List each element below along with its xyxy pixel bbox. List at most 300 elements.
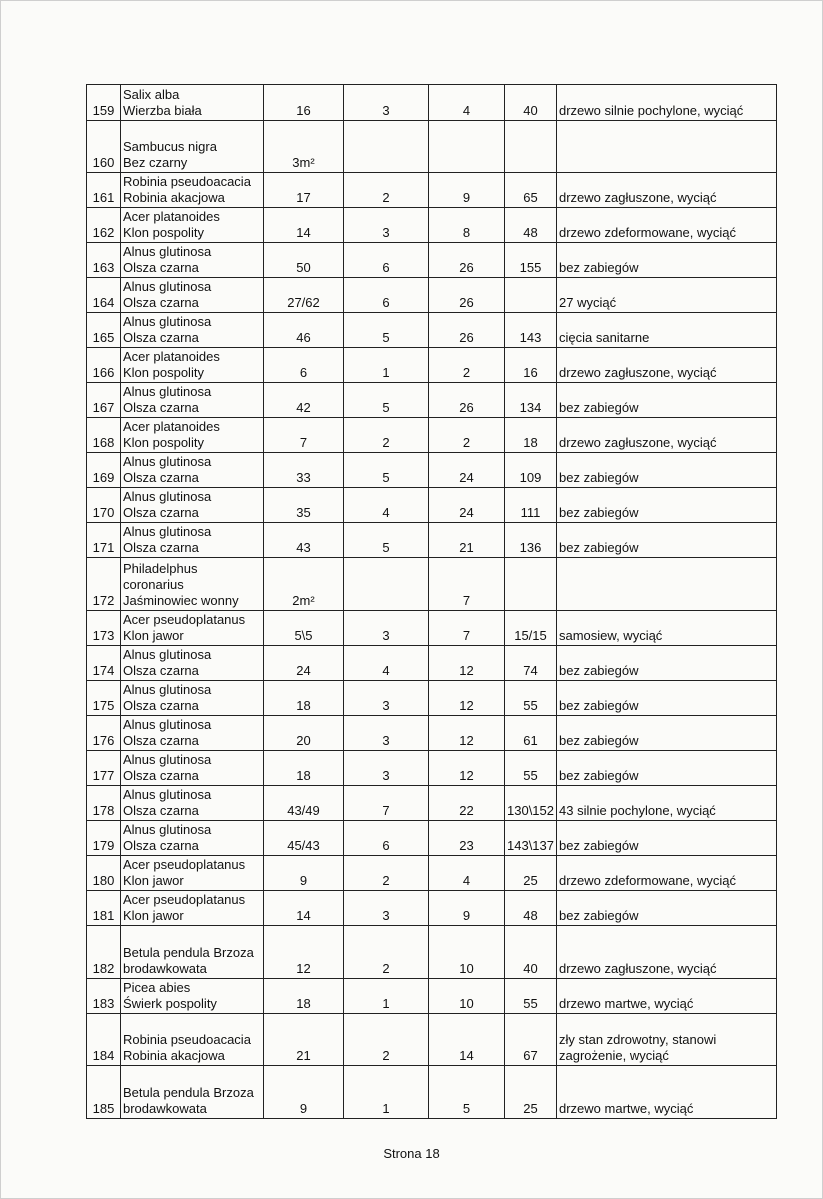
trunk-value: 12 xyxy=(264,926,344,979)
circumference-value: 48 xyxy=(505,208,557,243)
remarks-line: drzewo zagłuszone, wyciąć xyxy=(559,190,717,205)
height-value: 3 xyxy=(344,891,429,926)
remarks-line: 27 wyciąć xyxy=(559,295,617,310)
species-name xyxy=(121,208,264,243)
height-value: 3 xyxy=(344,611,429,646)
crown-value: 26 xyxy=(429,313,505,348)
species-name xyxy=(121,926,264,979)
table-row xyxy=(87,1014,777,1066)
species-name-line: Olsza czarna xyxy=(123,663,199,678)
crown-value: 14 xyxy=(429,1014,505,1066)
circumference-value: 130\152 xyxy=(505,786,557,821)
species-name-line: Klon pospolity xyxy=(123,435,204,450)
species-name-line: Klon pospolity xyxy=(123,225,204,240)
circumference-value: 111 xyxy=(505,488,557,523)
circumference-value: 143\137 xyxy=(505,821,557,856)
table-row xyxy=(87,418,777,453)
table-row xyxy=(87,348,777,383)
species-name-line: Klon jawor xyxy=(123,873,184,888)
remarks xyxy=(557,979,777,1014)
species-name xyxy=(121,646,264,681)
crown-value: 12 xyxy=(429,646,505,681)
species-name xyxy=(121,383,264,418)
circumference-value: 65 xyxy=(505,173,557,208)
species-name-line: Robinia pseudoacacia xyxy=(123,1032,251,1047)
height-value: 3 xyxy=(344,716,429,751)
species-name-line: Picea abies xyxy=(123,980,191,995)
species-name xyxy=(121,173,264,208)
row-number: 174 xyxy=(87,646,121,681)
row-number: 183 xyxy=(87,979,121,1014)
row-number: 165 xyxy=(87,313,121,348)
remarks xyxy=(557,173,777,208)
crown-value: 9 xyxy=(429,891,505,926)
height-value xyxy=(344,121,429,173)
trunk-value: 14 xyxy=(264,208,344,243)
circumference-value: 15/15 xyxy=(505,611,557,646)
crown-value: 12 xyxy=(429,751,505,786)
species-name-line: brodawkowata xyxy=(123,961,207,976)
row-number: 168 xyxy=(87,418,121,453)
remarks xyxy=(557,926,777,979)
species-name xyxy=(121,611,264,646)
remarks xyxy=(557,891,777,926)
crown-value: 7 xyxy=(429,558,505,611)
species-name-line: Klon pospolity xyxy=(123,365,204,380)
crown-value: 26 xyxy=(429,243,505,278)
crown-value: 2 xyxy=(429,348,505,383)
height-value: 3 xyxy=(344,85,429,121)
circumference-value: 155 xyxy=(505,243,557,278)
remarks-line: bez zabiegów xyxy=(559,260,639,275)
trunk-value: 7 xyxy=(264,418,344,453)
species-name-line: brodawkowata xyxy=(123,1101,207,1116)
remarks xyxy=(557,611,777,646)
crown-value: 26 xyxy=(429,278,505,313)
species-name xyxy=(121,979,264,1014)
row-number: 164 xyxy=(87,278,121,313)
species-name-line: Alnus glutinosa xyxy=(123,822,212,837)
remarks-line: 43 silnie pochylone, wyciąć xyxy=(559,803,716,818)
species-name-line: coronarius xyxy=(123,577,184,592)
remarks xyxy=(557,646,777,681)
table-row xyxy=(87,856,777,891)
circumference-value: 74 xyxy=(505,646,557,681)
species-name-line: Olsza czarna xyxy=(123,260,199,275)
crown-value xyxy=(429,121,505,173)
remarks-line: bez zabiegów xyxy=(559,470,639,485)
crown-value: 22 xyxy=(429,786,505,821)
species-name-line: Betula pendula Brzoza xyxy=(123,945,254,960)
row-number: 163 xyxy=(87,243,121,278)
circumference-value xyxy=(505,121,557,173)
circumference-value xyxy=(505,558,557,611)
remarks xyxy=(557,681,777,716)
species-name xyxy=(121,523,264,558)
height-value: 4 xyxy=(344,646,429,681)
species-name-line: Robinia akacjowa xyxy=(123,190,225,205)
circumference-value: 48 xyxy=(505,891,557,926)
species-name xyxy=(121,681,264,716)
table-row xyxy=(87,383,777,418)
remarks-line: bez zabiegów xyxy=(559,838,639,853)
species-name xyxy=(121,313,264,348)
circumference-value: 109 xyxy=(505,453,557,488)
circumference-value: 61 xyxy=(505,716,557,751)
table-row xyxy=(87,786,777,821)
remarks-line: drzewo martwe, wyciąć xyxy=(559,996,694,1011)
table-row xyxy=(87,85,777,121)
circumference-value: 25 xyxy=(505,856,557,891)
remarks xyxy=(557,208,777,243)
circumference-value: 18 xyxy=(505,418,557,453)
species-name-line: Świerk pospolity xyxy=(123,996,217,1011)
row-number: 176 xyxy=(87,716,121,751)
table-row xyxy=(87,121,777,173)
circumference-value: 67 xyxy=(505,1014,557,1066)
species-name-line: Olsza czarna xyxy=(123,330,199,345)
row-number: 171 xyxy=(87,523,121,558)
species-name xyxy=(121,278,264,313)
species-name-line: Sambucus nigra xyxy=(123,139,217,154)
species-name-line: Olsza czarna xyxy=(123,295,199,310)
row-number: 180 xyxy=(87,856,121,891)
table-row xyxy=(87,751,777,786)
height-value: 2 xyxy=(344,1014,429,1066)
trunk-value: 42 xyxy=(264,383,344,418)
species-name-line: Robinia akacjowa xyxy=(123,1048,225,1063)
species-name-line: Acer platanoides xyxy=(123,349,220,364)
species-name-line: Olsza czarna xyxy=(123,505,199,520)
height-value xyxy=(344,558,429,611)
remarks-line: drzewo zagłuszone, wyciąć xyxy=(559,961,717,976)
table-row xyxy=(87,243,777,278)
remarks-line: bez zabiegów xyxy=(559,505,639,520)
row-number: 179 xyxy=(87,821,121,856)
circumference-value: 55 xyxy=(505,979,557,1014)
height-value: 3 xyxy=(344,208,429,243)
crown-value: 21 xyxy=(429,523,505,558)
trunk-value: 33 xyxy=(264,453,344,488)
remarks-line: drzewo zdeformowane, wyciąć xyxy=(559,873,737,888)
trunk-value: 18 xyxy=(264,979,344,1014)
species-name-line: Betula pendula Brzoza xyxy=(123,1085,254,1100)
height-value: 2 xyxy=(344,173,429,208)
tree-inventory-table xyxy=(86,84,777,1119)
height-value: 1 xyxy=(344,348,429,383)
row-number: 182 xyxy=(87,926,121,979)
species-name xyxy=(121,891,264,926)
species-name-line: Alnus glutinosa xyxy=(123,314,212,329)
remarks-line: drzewo martwe, wyciąć xyxy=(559,1101,694,1116)
table-row xyxy=(87,611,777,646)
trunk-value: 46 xyxy=(264,313,344,348)
circumference-value: 25 xyxy=(505,1066,557,1119)
species-name xyxy=(121,488,264,523)
remarks xyxy=(557,856,777,891)
remarks-line: bez zabiegów xyxy=(559,540,639,555)
remarks-line: zagrożenie, wyciąć xyxy=(559,1048,669,1063)
remarks xyxy=(557,348,777,383)
species-name xyxy=(121,1014,264,1066)
height-value: 2 xyxy=(344,856,429,891)
row-number: 181 xyxy=(87,891,121,926)
species-name-line: Robinia pseudoacacia xyxy=(123,174,251,189)
remarks xyxy=(557,121,777,173)
species-name-line: Alnus glutinosa xyxy=(123,717,212,732)
species-name-line: Acer platanoides xyxy=(123,419,220,434)
table-row xyxy=(87,646,777,681)
remarks xyxy=(557,1066,777,1119)
trunk-value: 43/49 xyxy=(264,786,344,821)
trunk-value: 50 xyxy=(264,243,344,278)
circumference-value: 16 xyxy=(505,348,557,383)
species-name xyxy=(121,751,264,786)
trunk-value: 5\5 xyxy=(264,611,344,646)
trunk-value: 14 xyxy=(264,891,344,926)
species-name-line: Alnus glutinosa xyxy=(123,524,212,539)
crown-value: 24 xyxy=(429,488,505,523)
circumference-value: 40 xyxy=(505,926,557,979)
trunk-value: 9 xyxy=(264,856,344,891)
species-name-line: Olsza czarna xyxy=(123,400,199,415)
trunk-value: 18 xyxy=(264,681,344,716)
trunk-value: 3m² xyxy=(264,121,344,173)
table-row xyxy=(87,891,777,926)
species-name-line: Olsza czarna xyxy=(123,540,199,555)
table-row xyxy=(87,173,777,208)
species-name xyxy=(121,856,264,891)
trunk-value: 35 xyxy=(264,488,344,523)
circumference-value: 143 xyxy=(505,313,557,348)
trunk-value: 21 xyxy=(264,1014,344,1066)
species-name-line: Philadelphus xyxy=(123,561,198,576)
remarks xyxy=(557,383,777,418)
row-number: 175 xyxy=(87,681,121,716)
crown-value: 4 xyxy=(429,856,505,891)
remarks xyxy=(557,523,777,558)
species-name-line: Bez czarny xyxy=(123,155,188,170)
table-row xyxy=(87,821,777,856)
remarks-line: drzewo zagłuszone, wyciąć xyxy=(559,365,717,380)
trunk-value: 20 xyxy=(264,716,344,751)
height-value: 6 xyxy=(344,821,429,856)
crown-value: 7 xyxy=(429,611,505,646)
circumference-value: 40 xyxy=(505,85,557,121)
species-name-line: Acer pseudoplatanus xyxy=(123,857,246,872)
species-name-line: Alnus glutinosa xyxy=(123,647,212,662)
species-name-line: Alnus glutinosa xyxy=(123,489,212,504)
row-number: 177 xyxy=(87,751,121,786)
remarks-line: bez zabiegów xyxy=(559,698,639,713)
table-row xyxy=(87,1066,777,1119)
remarks-line: drzewo silnie pochylone, wyciąć xyxy=(559,103,744,118)
species-name xyxy=(121,453,264,488)
crown-value: 4 xyxy=(429,85,505,121)
species-name-line: Acer pseudoplatanus xyxy=(123,892,246,907)
row-number: 162 xyxy=(87,208,121,243)
crown-value: 26 xyxy=(429,383,505,418)
species-name-line: Jaśminowiec wonny xyxy=(123,593,239,608)
height-value: 6 xyxy=(344,243,429,278)
row-number: 159 xyxy=(87,85,121,121)
table-row xyxy=(87,523,777,558)
trunk-value: 18 xyxy=(264,751,344,786)
height-value: 4 xyxy=(344,488,429,523)
remarks xyxy=(557,243,777,278)
height-value: 2 xyxy=(344,418,429,453)
remarks-line: bez zabiegów xyxy=(559,908,639,923)
height-value: 7 xyxy=(344,786,429,821)
crown-value: 5 xyxy=(429,1066,505,1119)
species-name-line: Alnus glutinosa xyxy=(123,454,212,469)
height-value: 5 xyxy=(344,383,429,418)
table-row xyxy=(87,313,777,348)
table-row xyxy=(87,716,777,751)
table-row xyxy=(87,208,777,243)
remarks-line: bez zabiegów xyxy=(559,768,639,783)
crown-value: 9 xyxy=(429,173,505,208)
circumference-value: 134 xyxy=(505,383,557,418)
height-value: 6 xyxy=(344,278,429,313)
page-number: Strona 18 xyxy=(383,1146,440,1161)
trunk-value: 2m² xyxy=(264,558,344,611)
species-name-line: Klon jawor xyxy=(123,628,184,643)
height-value: 5 xyxy=(344,453,429,488)
circumference-value xyxy=(505,278,557,313)
circumference-value: 55 xyxy=(505,751,557,786)
remarks xyxy=(557,821,777,856)
table-body xyxy=(87,85,777,1119)
species-name xyxy=(121,786,264,821)
trunk-value: 43 xyxy=(264,523,344,558)
species-name-line: Alnus glutinosa xyxy=(123,384,212,399)
trunk-value: 27/62 xyxy=(264,278,344,313)
species-name xyxy=(121,558,264,611)
crown-value: 2 xyxy=(429,418,505,453)
row-number: 169 xyxy=(87,453,121,488)
row-number: 160 xyxy=(87,121,121,173)
species-name-line: Wierzba biała xyxy=(123,103,202,118)
crown-value: 10 xyxy=(429,979,505,1014)
species-name xyxy=(121,85,264,121)
row-number: 161 xyxy=(87,173,121,208)
remarks-line: bez zabiegów xyxy=(559,733,639,748)
remarks-line: bez zabiegów xyxy=(559,400,639,415)
remarks xyxy=(557,453,777,488)
species-name-line: Olsza czarna xyxy=(123,698,199,713)
species-name-line: Olsza czarna xyxy=(123,768,199,783)
table-row xyxy=(87,558,777,611)
remarks xyxy=(557,418,777,453)
height-value: 3 xyxy=(344,751,429,786)
remarks-line: samosiew, wyciąć xyxy=(559,628,663,643)
table-row xyxy=(87,488,777,523)
species-name-line: Alnus glutinosa xyxy=(123,787,212,802)
table-row xyxy=(87,453,777,488)
species-name-line: Acer pseudoplatanus xyxy=(123,612,246,627)
remarks-line: drzewo zagłuszone, wyciąć xyxy=(559,435,717,450)
species-name xyxy=(121,1066,264,1119)
remarks xyxy=(557,716,777,751)
trunk-value: 16 xyxy=(264,85,344,121)
crown-value: 23 xyxy=(429,821,505,856)
remarks-line: cięcia sanitarne xyxy=(559,330,650,345)
table-row xyxy=(87,926,777,979)
crown-value: 10 xyxy=(429,926,505,979)
height-value: 5 xyxy=(344,313,429,348)
table-row xyxy=(87,681,777,716)
remarks xyxy=(557,488,777,523)
species-name-line: Salix alba xyxy=(123,87,180,102)
species-name xyxy=(121,821,264,856)
remarks xyxy=(557,85,777,121)
remarks-line: bez zabiegów xyxy=(559,663,639,678)
remarks xyxy=(557,1014,777,1066)
height-value: 1 xyxy=(344,979,429,1014)
remarks-line: drzewo zdeformowane, wyciąć xyxy=(559,225,737,240)
height-value: 5 xyxy=(344,523,429,558)
crown-value: 24 xyxy=(429,453,505,488)
species-name-line: Acer platanoides xyxy=(123,209,220,224)
remarks xyxy=(557,278,777,313)
height-value: 3 xyxy=(344,681,429,716)
trunk-value: 9 xyxy=(264,1066,344,1119)
trunk-value: 6 xyxy=(264,348,344,383)
remarks xyxy=(557,786,777,821)
species-name-line: Olsza czarna xyxy=(123,733,199,748)
circumference-value: 136 xyxy=(505,523,557,558)
trunk-value: 45/43 xyxy=(264,821,344,856)
species-name xyxy=(121,418,264,453)
row-number: 178 xyxy=(87,786,121,821)
row-number: 185 xyxy=(87,1066,121,1119)
species-name-line: Alnus glutinosa xyxy=(123,244,212,259)
species-name xyxy=(121,716,264,751)
species-name xyxy=(121,348,264,383)
row-number: 166 xyxy=(87,348,121,383)
trunk-value: 17 xyxy=(264,173,344,208)
remarks xyxy=(557,751,777,786)
species-name-line: Alnus glutinosa xyxy=(123,279,212,294)
species-name-line: Olsza czarna xyxy=(123,803,199,818)
species-name-line: Olsza czarna xyxy=(123,470,199,485)
crown-value: 8 xyxy=(429,208,505,243)
row-number: 170 xyxy=(87,488,121,523)
species-name xyxy=(121,243,264,278)
row-number: 173 xyxy=(87,611,121,646)
height-value: 1 xyxy=(344,1066,429,1119)
crown-value: 12 xyxy=(429,716,505,751)
height-value: 2 xyxy=(344,926,429,979)
row-number: 184 xyxy=(87,1014,121,1066)
crown-value: 12 xyxy=(429,681,505,716)
trunk-value: 24 xyxy=(264,646,344,681)
table-row xyxy=(87,979,777,1014)
remarks xyxy=(557,313,777,348)
remarks-line: zły stan zdrowotny, stanowi xyxy=(559,1032,717,1047)
species-name xyxy=(121,121,264,173)
species-name-line: Alnus glutinosa xyxy=(123,682,212,697)
table-row xyxy=(87,278,777,313)
circumference-value: 55 xyxy=(505,681,557,716)
remarks xyxy=(557,558,777,611)
species-name-line: Klon jawor xyxy=(123,908,184,923)
species-name-line: Olsza czarna xyxy=(123,838,199,853)
row-number: 172 xyxy=(87,558,121,611)
species-name-line: Alnus glutinosa xyxy=(123,752,212,767)
row-number: 167 xyxy=(87,383,121,418)
